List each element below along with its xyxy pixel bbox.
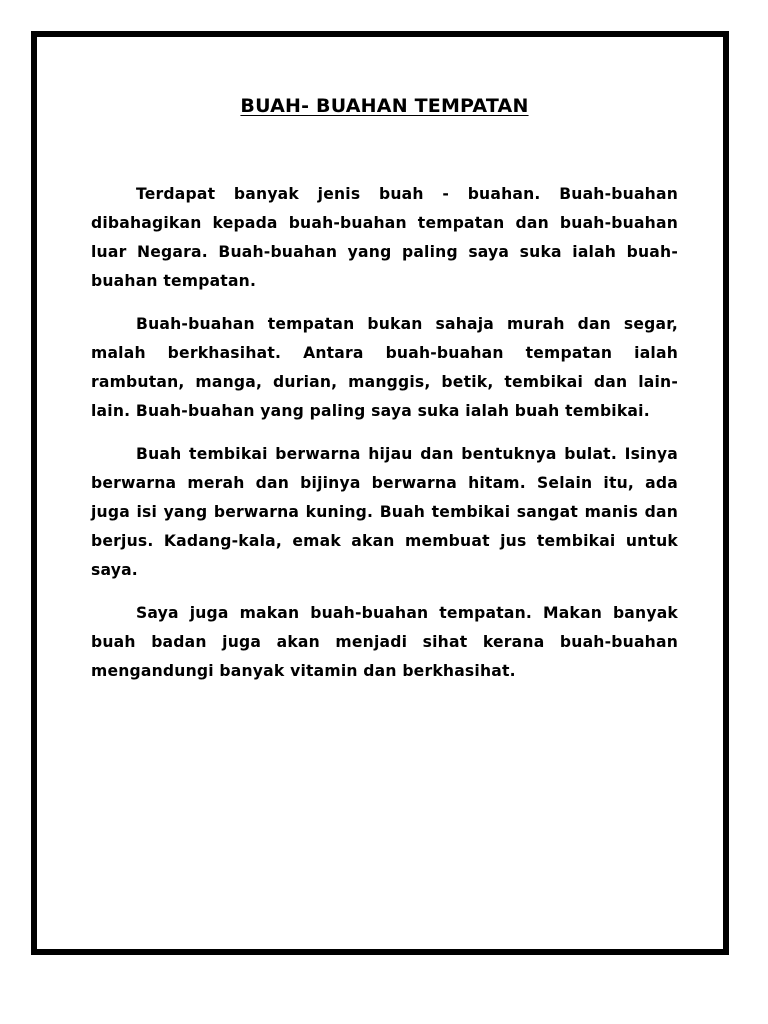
document-content (91, 90, 678, 700)
paragraph-2: Buah-buahan tempatan bukan sahaja murah dan segar, malah berkhasihat. Antara buah-buahan tempatan ialah rambutan, manga, durian, manggis, betik, tembikai dan lain-lain. Buah-buahan yang paling saya suka ialah buah tembikai. (91, 315, 678, 420)
document-title: BUAH- BUAHAN TEMPATAN (240, 95, 529, 117)
paragraph-1: Terdapat banyak jenis buah - buahan. Buah-buahan dibahagikan kepada buah-buahan tempatan dan buah-buahan luar Negara. Buah-buahan yang paling saya suka ialah buah-buahan tempatan. (91, 185, 678, 290)
paragraph-3: Buah tembikai berwarna hijau dan bentuknya bulat. Isinya berwarna merah dan bijinya berwarna hitam. Selain itu, ada juga isi yang berwarna kuning. Buah tembikai sangat manis dan berjus. Kadang-kala, emak akan membuat jus tembikai untuk saya. (91, 445, 678, 579)
paragraph-4: Saya juga makan buah-buahan tempatan. Makan banyak buah badan juga akan menjadi sihat kerana buah-buahan mengandungi banyak vitamin dan berkhasihat. (91, 604, 678, 680)
document-body (91, 180, 678, 686)
